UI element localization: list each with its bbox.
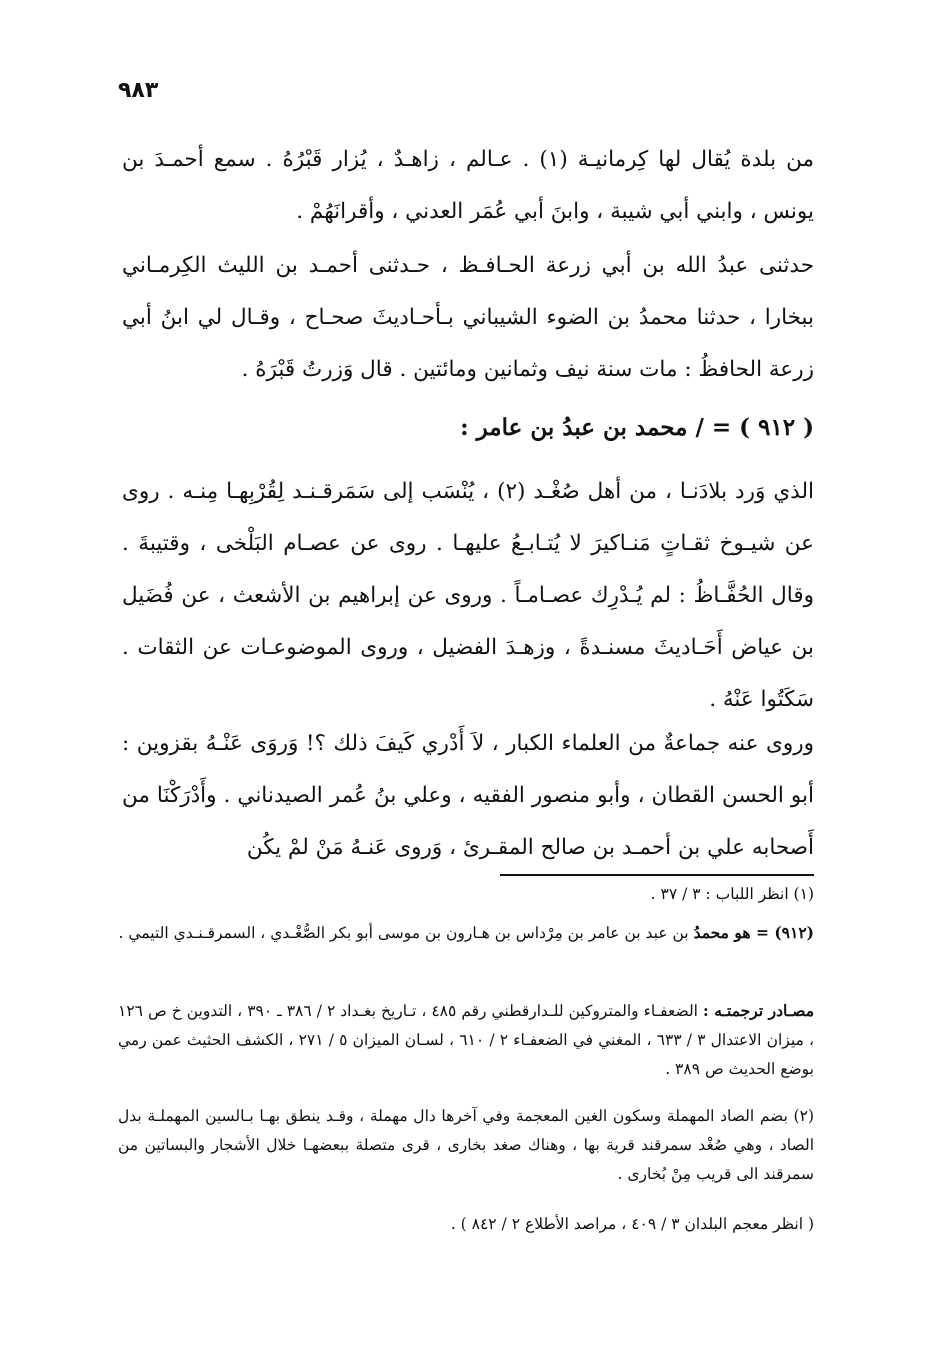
paragraph-2: حدثنى عبدُ الله بن أبي زرعة الحـافـظ ، حـدثنى أحمـد بن الليث الكِرمـاني ببخارا ، حدثنا محمدُ بن الضوء الشيباني بـأحـاديثَ صحـاح ، وقـال لي ابنُ أبي زرعة الحافظُ : مات سنة نيف وثمانين ومائتين . قال وَزرتُ قَبْرَهُ .: [122, 253, 814, 382]
footnote-2: (٢) بضم الصاد المهملة وسكون الغين المعجمة وفي آخرها دال مهملة ، وقـد ينطق بهـا بـالسين المهملـة بدل الصاد ، وهي صُغْد سمرقند قرية بها ، وهناك صغد بخارى ، قرى متصلة ببعضهـا خلال الأشجار والبساتين من سمرقند الى قريب مِنْ بُخارى .: [118, 1107, 814, 1183]
footnote-sources: [118, 996, 814, 1084]
footnote-912-text: بن عبد بن عامر بن مِرْداس بن هـارون بن موسى أبو بكر الصُّغْـدي ، السمرقـنـدي التيمي .: [118, 924, 689, 942]
footnote-2-reference: ( انظر معجم البلدان ٣ / ٤٠٩ ، مراصد الأطلاع ٢ / ٨٤٢ ) .: [450, 1215, 814, 1233]
footnote-divider: [500, 874, 814, 876]
footnote-1: (١) انظر اللباب : ٣ / ٣٧ .: [650, 885, 814, 903]
footnote-912-label: (٩١٢) = هو محمدُ: [693, 923, 814, 942]
page-number: ٩٨٣: [118, 78, 159, 103]
paragraph-4: وروى عنه جماعةٌ من العلماء الكبار ، لاَ أَدْري كَيفَ ذلك ؟! وَروَى عَنْـهُ بقزوين : أبو الحسن القطان ، وأبو منصور الفقيه ، وعلي بنُ عُمر الصيدناني . وأَدْرَكْنَا من أَصحابه علي بن أحمـد بن صالح المقـرئ ، وَروى عَنـهُ مَنْ لمْ يكُن: [122, 731, 814, 860]
entry-heading: ( ٩١٢ ) = / محمد بن عبدُ بن عامر :: [460, 414, 814, 441]
footnote-912: [118, 918, 814, 948]
sources-label: مصـادر ترجمتـه :: [703, 1001, 814, 1020]
paragraph-3: الذي وَرد بلادَنـا ، من أهل صُغْـد (٢) ، يُنْسَب إلى سَمَرقـنـد لِقُرْبِهـا مِنـه . روى عن شيـوخ ثقـاتٍ مَنـاكيرَ لا يُتـابـعُ عليهـا . روى عن عصـام البَلْخى ، وقتيبةَ . وقال الحُفَّـاظُ : لم يُـدْرِك عصـامـاً . وروى عن إبراهيم بن الأشعث ، عن فُضَيل بن عياض أَحَـاديثَ مسنـدةً ، وزهـدَ الفضيل ، وروى الموضوعـات عن الثقات . سَكَتُوا عَنْهُ .: [122, 479, 814, 712]
sources-text: الضعفـاء والمتروكين للـدارقطني رقم ٤٨٥ ، تـاريخ بغـداد ٢ / ٣٨٦ ـ ٣٩٠ ، التدوين خ ص ١٢٦ ، ميزان الاعتدال ٣ / ٦٣٣ ، المغني في الضعفـاء ٢ / ٦١٠ ، لسـان الميزان ٥ / ٢٧١ ، الكشف الحثيث عمن رمي بوضع الحديث ص ٣٨٩ .: [118, 1002, 814, 1078]
paragraph-1: من بلدة يُقال لها كِرمانيـة (١) . عـالم ، زاهـدٌ ، يُزار قَبْرُهُ . سمع أحمـدَ بن يونس ، وابني أبي شيبة ، وابنَ أبي عُمَر العدني ، وأقرانَهُمْ .: [122, 147, 814, 224]
